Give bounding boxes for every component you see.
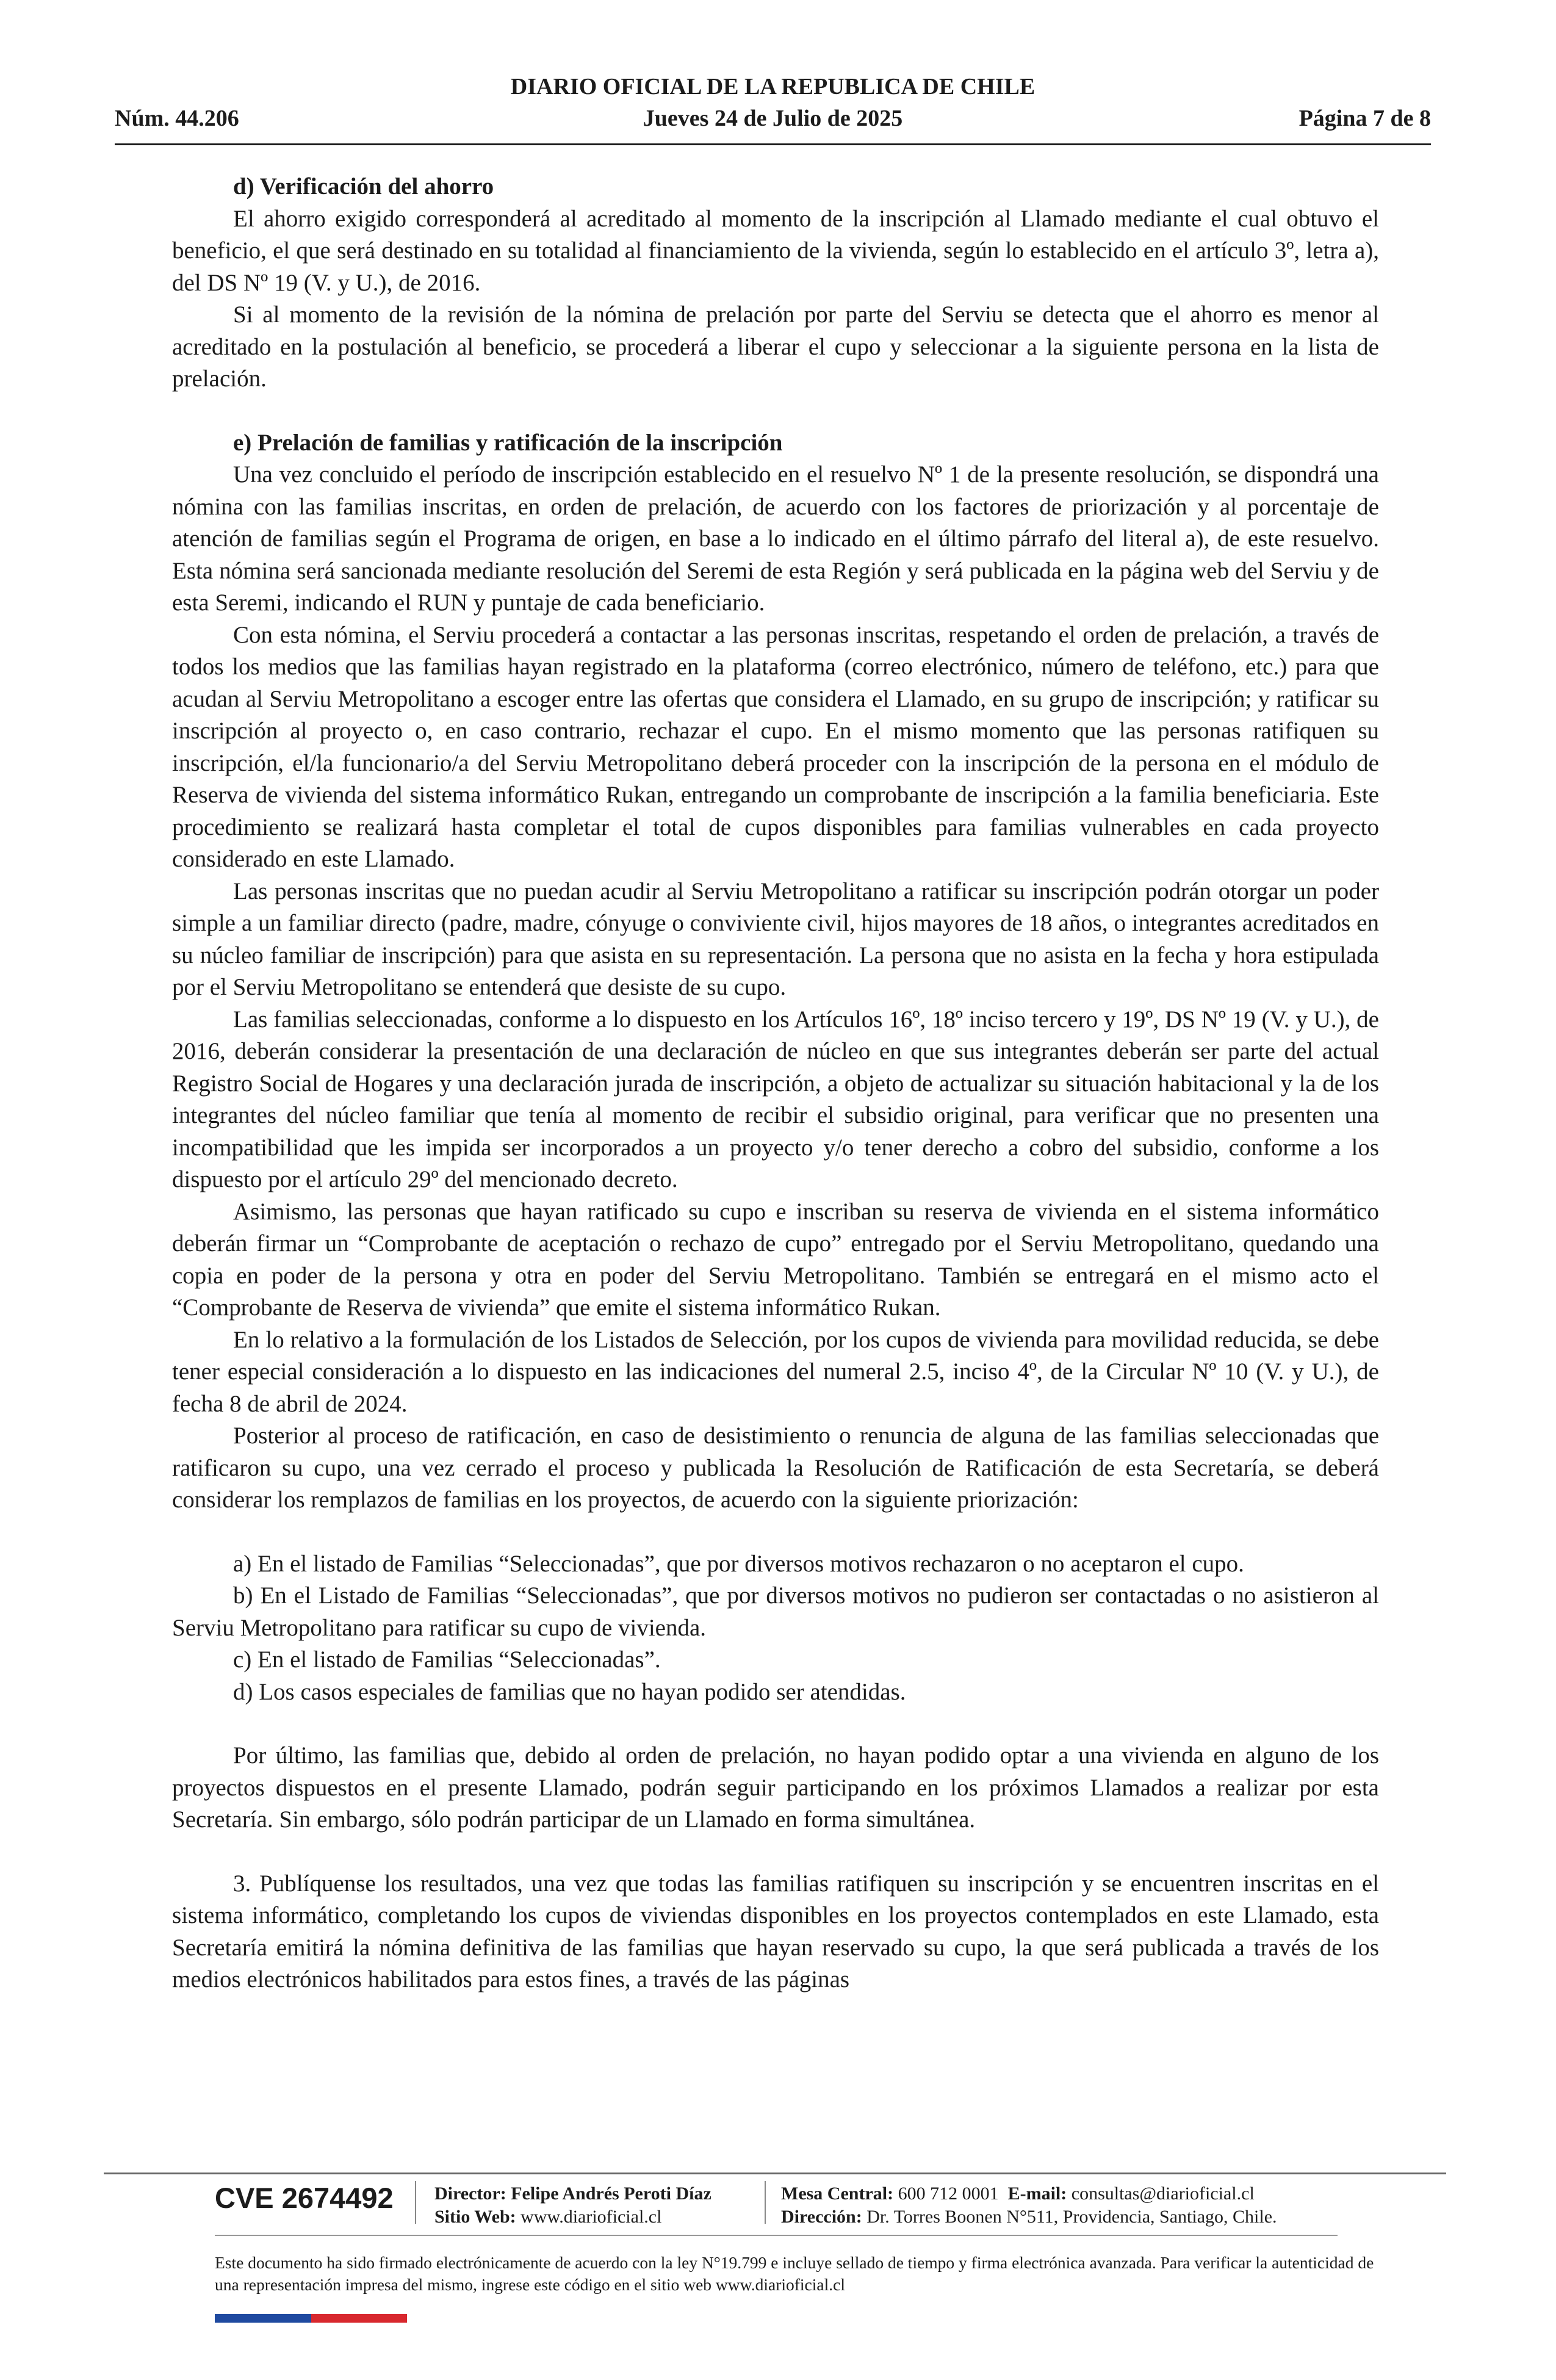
paragraph: Las personas inscritas que no puedan acudir al Serviu Metropolitano a ratificar su inscripción podrán otorgar un poder simple a un familiar directo (padre, madre, cónyuge o conviviente civil, hijos mayores de 18 años, o integrantes acreditados en su núcleo familiar de inscripción) para que asista en su representación. La persona que no asista en la fecha y hora estipulada por el Serviu Metropolitano se entenderá que desiste de su cupo.: [172, 878, 1379, 1000]
paragraph: El ahorro exigido corresponderá al acreditado al momento de la inscripción al Llamado mediante el cual obtuvo el beneficio, el que será destinado en su totalidad al financiamiento de la vivienda, según lo establecido en el artículo 3º, letra a), del DS Nº 19 (V. y U.), de 2016.: [172, 205, 1379, 296]
phone-value: 600 712 0001: [898, 2183, 999, 2204]
footer-divider: [104, 2173, 1446, 2174]
address-label: Dirección:: [781, 2207, 862, 2227]
footer-separator: [765, 2181, 766, 2224]
paragraph: En lo relativo a la formulación de los Listados de Selección, por los cupos de vivienda para movilidad reducida, se debe tener especial consideración a lo dispuesto en las indicaciones del numeral 2.5, inciso 4º, de la Circular Nº 10 (V. y U.), de fecha 8 de abril de 2024.: [172, 1326, 1379, 1417]
site-link[interactable]: www.diarioficial.cl: [520, 2207, 662, 2227]
document-body: [172, 171, 1379, 1996]
paragraph: Posterior al proceso de ratificación, en caso de desistimiento o renuncia de alguna de las familias seleccionadas que ratificaron su cupo, una vez cerrado el proceso y publicada la Resolución de Ratificación de esta Secretaría, se deberá considerar los remplazos de familias en los proyectos, de acuerdo con la siguiente priorización:: [172, 1423, 1379, 1513]
issue-date: Jueves 24 de Julio de 2025: [643, 106, 903, 131]
paragraph: 3. Publíquense los resultados, una vez que todas las familias ratifiquen su inscripción y se encuentren inscritas en el sistema informático, completando los cupos de viviendas disponibles en los proyectos contemplados en este Llamado, esta Secretaría emitirá la nómina definitiva de las familias que hayan reservado su cupo, la que será publicada a través de los medios electrónicos habilitados para estos fines, a través de las páginas: [172, 1870, 1379, 1992]
spacer: [172, 1836, 1379, 1868]
publication-title: DIARIO OFICIAL DE LA REPUBLICA DE CHILE: [510, 74, 1036, 99]
address-value: Dr. Torres Boonen N°511, Providencia, Santiago, Chile.: [866, 2207, 1277, 2227]
footer-separator: [415, 2181, 416, 2224]
section-e-title: e) Prelación de familias y ratificación de la inscripción: [233, 429, 783, 456]
footer-contact-block: [781, 2182, 1277, 2229]
list-item: a) En el listado de Familias “Seleccionadas”, que por diversos motivos rechazaron o no aceptaron el cupo.: [233, 1550, 1244, 1577]
spacer: [172, 1708, 1379, 1740]
paragraph: Las familias seleccionadas, conforme a lo dispuesto en los Artículos 16º, 18º inciso tercero y 19º, DS Nº 19 (V. y U.), de 2016, deberán considerar la presentación de una declaración de núcleo en que sus integrantes deberán ser parte del actual Registro Social de Hogares y una declaración jurada de inscripción, a objeto de actualizar su situación habitacional y la de los integrantes del núcleo familiar que tenía al momento de recibir el subsidio original, para verificar que no presenten una incompatibilidad que les impida ser incorporados a un proyecto y/o tener derecho a cobro del subsidio, conforme a los dispuesto por el artículo 29º del mencionado decreto.: [172, 1006, 1379, 1192]
flag-blue-segment: [215, 2314, 311, 2323]
phone-label: Mesa Central:: [781, 2183, 894, 2204]
issue-number: Núm. 44.206: [115, 106, 239, 131]
flag-red-segment: [311, 2314, 407, 2323]
footer-director-block: [434, 2182, 711, 2229]
flag-stripe: [215, 2314, 407, 2323]
paragraph: Asimismo, las personas que hayan ratificado su cupo e inscriban su reserva de vivienda en el sistema informático deberán firmar un “Comprobante de aceptación o rechazo de cupo” entregado por el Serviu Metropolitano, quedando una copia en poder de la persona y otra en poder del Serviu Metropolitano. También se entregará en el mismo acto el “Comprobante de Reserva de vivienda” que emite el sistema informático Rukan.: [172, 1198, 1379, 1321]
paragraph: Si al momento de la revisión de la nómina de prelación por parte del Serviu se detecta que el ahorro es menor al acreditado en la postulación al beneficio, se procederá a liberar el cupo y seleccionar a la siguiente persona en la lista de prelación.: [172, 301, 1379, 392]
list-item: b) En el Listado de Familias “Seleccionadas”, que por diversos motivos no pudieron ser contactadas o no asistieron al Serviu Metropolitano para ratificar su cupo de vivienda.: [172, 1582, 1379, 1641]
spacer: [172, 395, 1379, 427]
section-d-title: d) Verificación del ahorro: [233, 173, 494, 200]
site-label: Sitio Web:: [434, 2207, 516, 2227]
list-item: d) Los casos especiales de familias que no hayan podido ser atendidas.: [233, 1678, 906, 1705]
paragraph: Con esta nómina, el Serviu procederá a contactar a las personas inscritas, respetando el orden de prelación, a través de todos los medios que las familias hayan registrado en la plataforma (correo electrónico, número de teléfono, etc.) para que acudan al Serviu Metropolitano a escoger entre las ofertas que considera el Llamado, en su grupo de inscripción; y ratificar su inscripción al proyecto o, en caso contrario, rechazar el cupo. En el mismo momento que las personas ratifiquen su inscripción, el/la funcionario/a del Serviu Metropolitano deberá proceder con la inscripción de la persona en el módulo de Reserva de vivienda del sistema informático Rukan, entregando un comprobante de inscripción a la familia beneficiaria. Este procedimiento se realizará hasta completar el total de cupos disponibles para familias vulnerables en cada proyecto considerado en este Llamado.: [172, 621, 1379, 872]
header-divider: [115, 143, 1431, 145]
paragraph: Por último, las familias que, debido al orden de prelación, no hayan podido optar a una vivienda en alguno de los proyectos dispuestos en el presente Llamado, podrán seguir participando en los próximos Llamados a realizar por esta Secretaría. Sin embargo, sólo podrán participar de un Llamado en forma simultánea.: [172, 1742, 1379, 1833]
signature-note: Este documento ha sido firmado electrónicamente de acuerdo con la ley N°19.799 e incluye sellado de tiempo y firma electrónica avanzada. Para verificar la autenticidad de una representación impresa del mismo, ingrese este código en el sitio web www.diarioficial.cl: [215, 2253, 1374, 2294]
director-label: Director:: [434, 2183, 506, 2204]
paragraph: Una vez concluido el período de inscripción establecido en el resuelvo Nº 1 de la presente resolución, se dispondrá una nómina con las familias inscritas, en orden de prelación, de acuerdo con los factores de priorización y al porcentaje de atención de familias según el Programa de origen, en base a lo indicado en el último párrafo del literal a), de este resuelvo. Esta nómina será sancionada mediante resolución del Seremi de esta Región y será publicada en la página web del Serviu y de esta Seremi, indicando el RUN y puntaje de cada beneficiario.: [172, 461, 1379, 616]
email-label: E-mail:: [1007, 2183, 1067, 2204]
page-number: Página 7 de 8: [1298, 106, 1431, 131]
list-item: c) En el listado de Familias “Seleccionadas”.: [233, 1646, 661, 1673]
cve-code: CVE 2674492: [215, 2182, 394, 2214]
spacer: [172, 1516, 1379, 1548]
director-name: Felipe Andrés Peroti Díaz: [511, 2183, 711, 2204]
email-link[interactable]: consultas@diarioficial.cl: [1071, 2183, 1255, 2204]
page-header: [115, 73, 1431, 145]
footer-divider-secondary: [215, 2235, 1338, 2236]
